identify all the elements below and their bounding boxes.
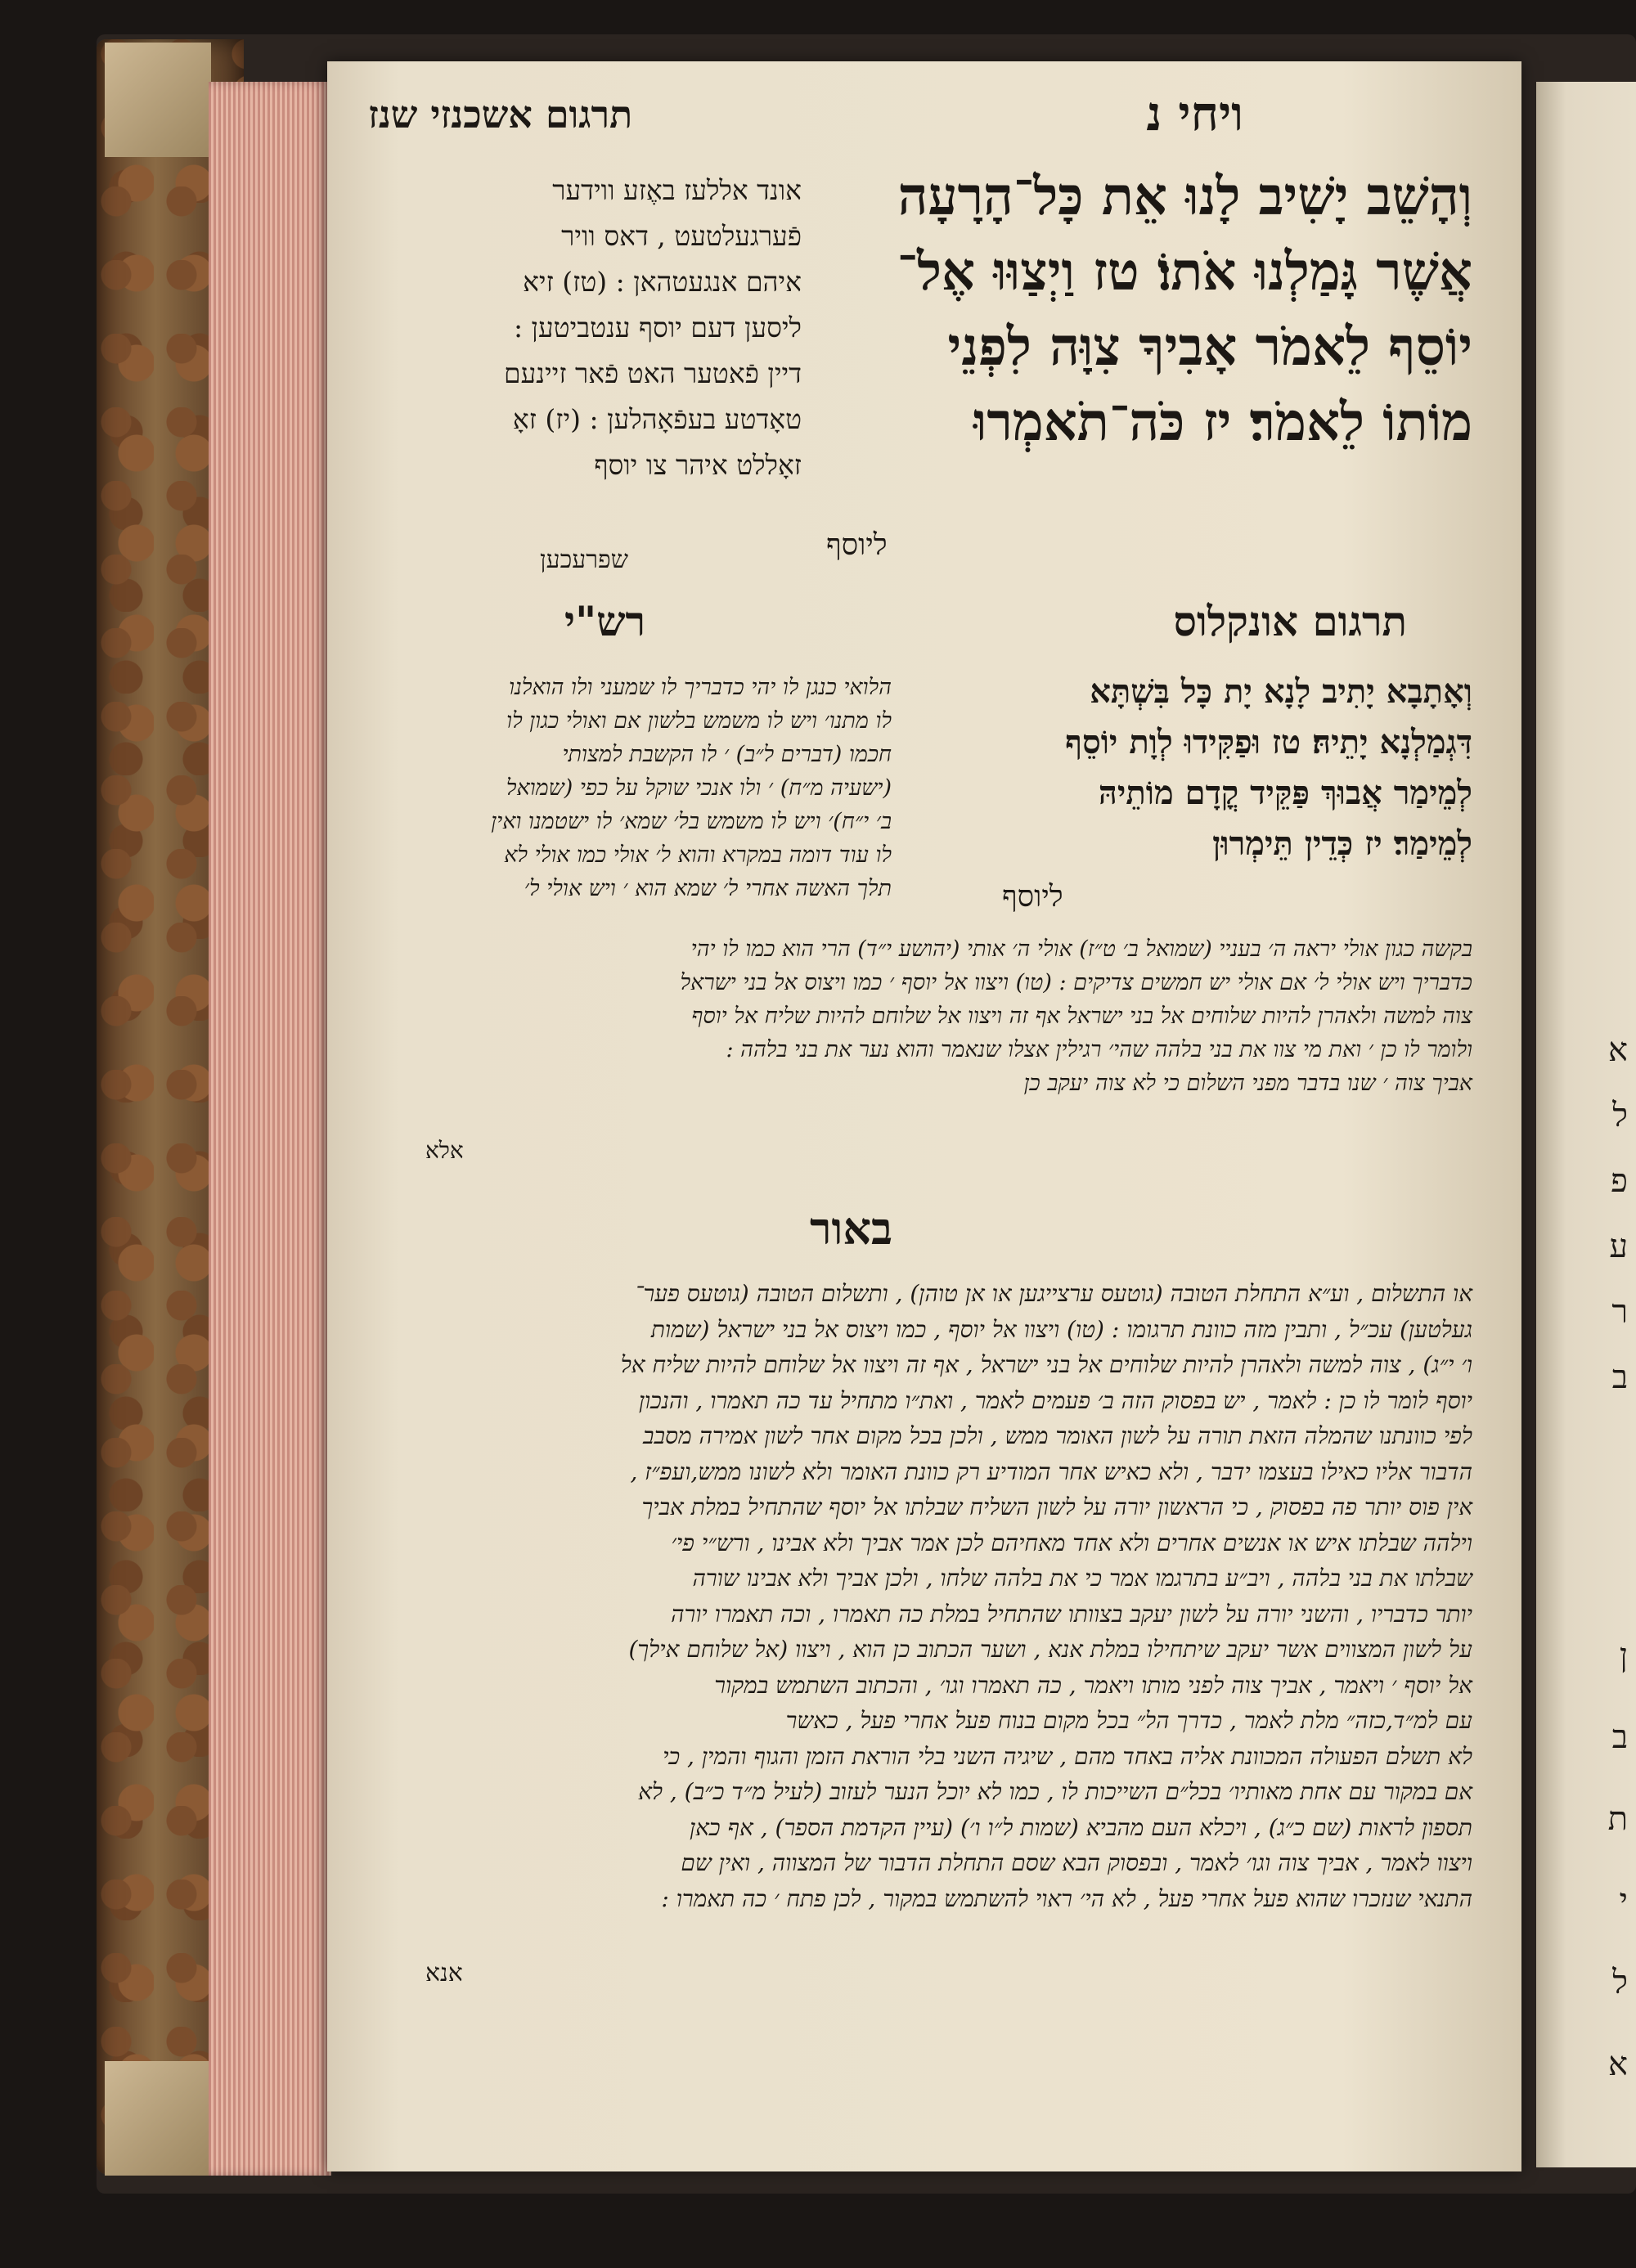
facing-page-letter: ת (1607, 1800, 1628, 1838)
verse-line: מוֹתוֹ לֵאמֹר׃ יז כֹּה־תֹאמְרוּ (973, 392, 1472, 453)
yiddish-line: ליסען דעם יוסף ענטביטען : (513, 312, 802, 344)
facing-page-letter: ב (1611, 1718, 1628, 1756)
cover-corner-bottom (105, 2061, 211, 2176)
biur-line: ו׳ י״ג) , צוה למשה ולאהרן להיות שלוחים אל בני ישראל , אף זה ויצוו אל שלוחם להיות שליח אל (620, 1351, 1472, 1378)
facing-page-letter: ר (1611, 1293, 1628, 1331)
rashi-line: אביך צוה ׳ שנו בדבר מפני השלום כי לא צוה יעקב כן (1023, 1071, 1472, 1096)
verse-line: יוֹסֵף לֵאמֹר אָבִיךָ צִוָּה לִפְנֵי (947, 317, 1472, 378)
torah-verse-block (826, 159, 1472, 460)
onkelos-line: לְמֵימַר אֲבוּךְ פַּקֵּיד קֳדָם מוֹתֵיהּ (1098, 774, 1472, 812)
facing-page-letter: ב (1611, 1359, 1628, 1396)
rashi-line: לו מתנו׳ ויש לו משמש בלשון אם ואולי כגון לו (506, 708, 892, 734)
rashi-line: ב׳ י״ח)׳ ויש לו משמש בל׳ שמא׳ לו ישטמנו ואין (491, 809, 892, 834)
onkelos-catchword: ליוסף (1002, 880, 1063, 914)
biur-line: ויצוו לאמר , אביך צוה וגו׳ לאמר , ובפסוק הבא שסם התחלת הדבור של המצווה , ואין שם (681, 1849, 1472, 1876)
biur-line: יותר כדבריו , והשני יורה על לשון יעקב בצוותו שהתחיל במלת כה תאמרו , וכה תאמרו יורה (671, 1600, 1472, 1628)
rashi-line: ולומר לו כן ׳ ואת מי צוו את בני בלהה שהי׳ רגילין אצלו שנאמר והוא נער את בני בלהה : (726, 1037, 1472, 1062)
verse-line: וְהָשֵׁב יָשִׁיב לָנוּ אֵת כָּל־הָרָעָה (897, 166, 1472, 227)
biur-line: אם במקור עם אחת מאותיו׳ בכל״ם השייכות לו , כמו לא יוכל הנער לעזוב (לעיל מ״ד כ״ב) , לא (638, 1778, 1472, 1805)
facing-page-letter: ן (1619, 1637, 1628, 1674)
yiddish-line: דיין פֿאטער האט פֿאר זיינעם (504, 357, 802, 389)
onkelos-line: לְמֵימַר׃ יז כְּדֵין תֵּימְרוּן (1212, 824, 1472, 863)
biur-block (368, 1276, 1472, 1916)
rashi-line: הלואי כנגן לו יהי כדבריך לו שמעני ולו הואלנו (509, 675, 892, 700)
rashi-line: בקשה כגון אולי יראה ה׳ בעניי (שמואל ב׳ ט״ז) אולי ה׳ אותי (יהושע י״ד) הרי הוא כמו לו יהי (690, 936, 1472, 962)
biur-line: עם למ״ד,כזה״ מלת לאמר , כדרך הל״ בכל מקום בנוח פעל אחרי פעל , כאשר (785, 1707, 1472, 1734)
biur-line: או התשלום , וע״א התחלת הטובה (גוטעס ערצייגען או אן טוהן) , ותשלום הטובה (גוטעס פער־ (634, 1280, 1472, 1307)
facing-page-letter: ע (1609, 1228, 1628, 1265)
yiddish-line: טאָדטע בעפֿאָהלען : (יז) זאָ (512, 403, 802, 435)
facing-page-letter: א (1607, 1031, 1628, 1069)
biur-line: שבלתו את בני בלהה , ויב״ע בתרגמו אמר כי את בלהה שלחו , ולכן אביך ולא אבינו שורה (692, 1565, 1472, 1592)
biur-line: יוסף לומר לו כן : לאמר , יש בפסוק הזה ב׳ פעמים לאמר , ואת״ו מתחיל עד כה תאמרו , והנכון (638, 1386, 1472, 1414)
rashi-heading: רש"י (564, 597, 646, 645)
rashi-column-block (368, 671, 892, 905)
facing-page-letter: א (1607, 2046, 1628, 2083)
cover-corner-top (105, 43, 211, 157)
rashi-line: תלך האשה אחרי ל׳ שמא הוא ׳ ויש אולי ל׳ (524, 876, 892, 901)
rashi-line: צוה למשה ולאהרן להיות שלוחים אל בני ישראל אף זה ויצוו אל שלוחם להיות שליח אל יוסף (691, 1004, 1472, 1029)
verse-catchword: ליוסף (826, 528, 888, 562)
rashi-line: כדבריך ויש אולי ל׳ אם אולי יש חמשים צדיקים : (טו) ויצוו אל יוסף ׳ כמו ויצוס אל בני ישראל (680, 970, 1472, 995)
book-page (327, 61, 1521, 2171)
rashi-line: (ישעיה מ״ח) ׳ ולו אנכי שוקל על כפי (שמואל (506, 775, 892, 801)
biur-line: אל יוסף ׳ ויאמר , אביך צוה לפני מותו ויאמר , כה תאמרו וגו׳ , והכתוב השתמש במקור (714, 1671, 1472, 1699)
biur-line: על לשון המצווים אשר יעקב שיתחילו במלת אנא , ושער הכתוב כן הוא , ויצוו (אל שלוחם אילך) (628, 1636, 1472, 1663)
biur-line: געלטען) עכ״ל , ותבין מזה כוונת תרגומו : (טו) ויצוו אל יוסף , כמו ויצוס אל בני ישראל (שמות (650, 1315, 1472, 1343)
yiddish-line: אונד אללעז באֶזע ווידער (552, 174, 802, 206)
onkelos-line: וְאָתָבָא יָתִיב לָנָא יָת כָּל בִּשְׁתָּא (1090, 672, 1472, 711)
facing-page-letter: ל (1612, 1097, 1628, 1134)
yiddish-catchword: שפרעכען (540, 546, 628, 574)
yiddish-line: איהם אנגעטהאן : (טז) זיא (523, 266, 802, 298)
onkelos-line: דִּגְמַלְנָא יָתֵיהּ׃ טז וּפַקִּידוּ לְוָת יוֹסֵף (1065, 723, 1472, 761)
onkelos-block (933, 667, 1472, 869)
rashi-full-width-block (368, 932, 1472, 1100)
page-edges (209, 82, 331, 2176)
biur-line: תספון לראות (שם כ״ג) , ויכלא העם מהביא (שמות ל״ו ו׳) (עיין הקדמת הספר) , אף כאן (689, 1813, 1472, 1841)
onkelos-heading: תרגום אונקלוס (1173, 597, 1407, 645)
biur-line: וילהה שבלתו איש או אנשים אחרים ולא אחד מאחיהם לכן אמר אביך ולא אבינו , ורש״י פי׳ (671, 1529, 1472, 1556)
rashi-catchword: אלא (425, 1137, 464, 1164)
rashi-line: חכמו (דברים ל״ב) ׳ לו הקשבת למצותי (562, 742, 892, 767)
facing-page-letter: י (1619, 1882, 1628, 1920)
running-header-targum: תרגום אשכנזי שנז (368, 92, 633, 137)
biur-heading: באור (810, 1202, 893, 1255)
facing-page-edge (1536, 82, 1636, 2167)
yiddish-line: זאָללט איהר צו יוסף (594, 449, 802, 481)
biur-line: התנאי שנזכרו שהוא פעל אחרי פעל , לא הי׳ ראוי להשתמש במקור , לכן פתח ׳ כה תאמרו : (661, 1884, 1472, 1912)
verse-line: אֲשֶׁר גָּמַלְנוּ אֹתוֹ׃ טז וַיְצַוּוּ אֶל־ (897, 241, 1472, 303)
yiddish-line: פֿערגעלטעט , דאס וויר (561, 220, 802, 252)
biur-line: אין פוס יותר פה בפסוק , כי הראשון יורה על לשון השליח שבלתו אל יוסף שהתחיל במלת אביך (641, 1493, 1472, 1520)
biur-line: הדבור אליו כאילו בעצמו ידבר , ולא כאיש אחר המודיע רק כוונת האומר ולא לשונו ממש,ועפ״ז , (630, 1457, 1472, 1485)
facing-page-letter: ל (1612, 1964, 1628, 2001)
facing-page-letter: פ (1611, 1162, 1628, 1200)
biur-catchword: אנא (425, 1959, 463, 1987)
biur-line: לא תשלם הפעולה המכוונת אליה באחד מהם , שיגיה השני בלי הוראת הזמן והגוף והמין , כי (663, 1742, 1472, 1770)
running-header-portion: ויחי נ (1146, 86, 1243, 141)
yiddish-translation-block (368, 168, 802, 488)
rashi-line: לו עוד דומה במקרא והוא ל׳ אולי כמו אולי לא (504, 842, 892, 868)
biur-line: לפי כוונתנו שהמלה הזאת תורה על לשון האומר ממש , ולכן בכל מקום אחר לשון אמירה מסבב (643, 1422, 1472, 1449)
